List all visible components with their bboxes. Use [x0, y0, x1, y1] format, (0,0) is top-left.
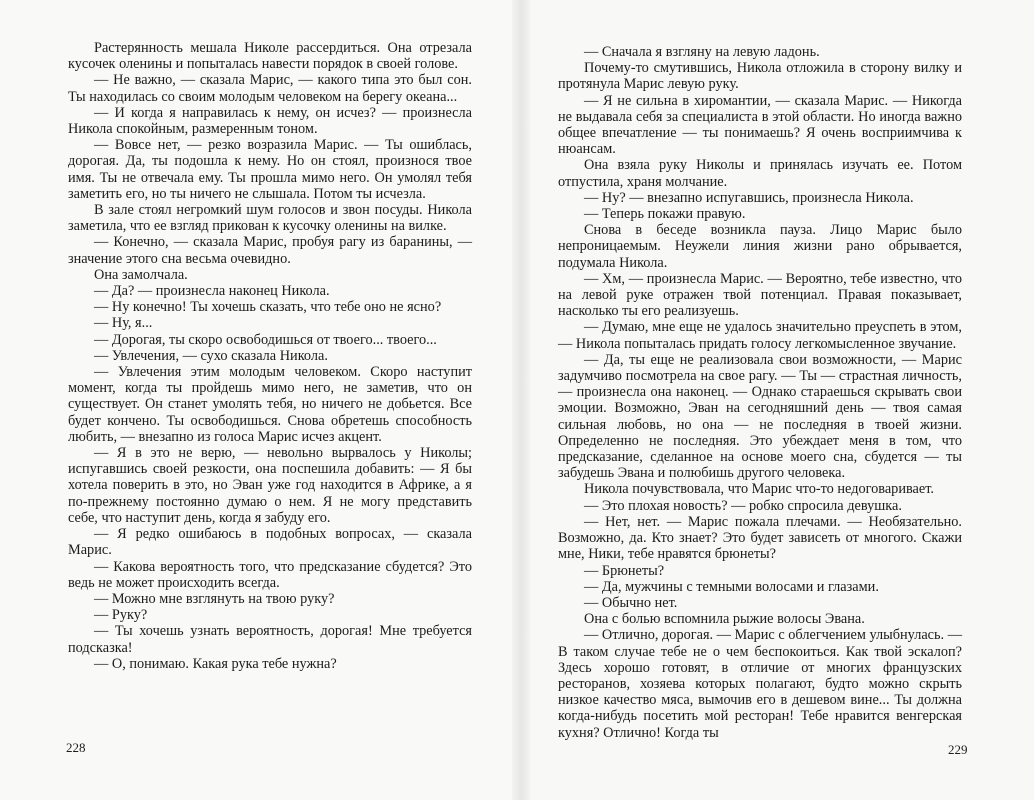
paragraph: — Ну? — внезапно испугавшись, произнесла Никола. — [584, 189, 914, 206]
book-gutter — [512, 0, 530, 800]
paragraph: В зале стоял негромкий шум голосов и звон посуды. Никола заметила, что ее взгляд прикован к кусочку оленины на вилке. — [68, 202, 472, 235]
right-page-text — [558, 44, 962, 741]
paragraph: — Отлично, дорогая. — Марис с облегчением улыбнулась. — В таком случае тебе не о чем беспокоиться. Как твой эскалоп? Здесь хорошо готовят, в отличие от многих французских ресторанов, хозяева которых полагают, будто можно скрыть низкое качество мяса, вымочив его в дешевом вине... Ты должна когда-нибудь посетить мой ресторан! Тебе нравится венгерская кухня? Отлично! Когда ты — [558, 627, 962, 741]
paragraph: — Брюнеты? — [584, 562, 665, 579]
paragraph: — Думаю, мне еще не удалось значительно преуспеть в этом, — Никола попыталась придать голосу легкомысленное звучание. — [558, 319, 962, 352]
left-page-text — [68, 40, 472, 672]
paragraph: — Я в это не верю, — невольно вырвалось у Николы; испугавшись своей резкости, она поспешила добавить: — Я бы хотела поверить в это, но Эван уже год находится в Африке, а я по-прежнему постоянно думаю о нем. Я не могу представить себе, что наступит день, когда я забуду его. — [68, 445, 472, 526]
paragraph: — Это плохая новость? — робко спросила девушка. — [584, 497, 902, 514]
paragraph: — Не важно, — сказала Марис, — какого типа это был сон. Ты находилась со своим молодым человеком на берегу океана... — [68, 72, 472, 105]
paragraph: — Я редко ошибаюсь в подобных вопросах, — сказала Марис. — [68, 526, 472, 559]
paragraph: — Я не сильна в хиромантии, — сказала Марис. — Никогда не выдавала себя за специалиста в этой области. Но иногда важно общее впечатление — ты понимаешь? Я очень восприимчива к нюансам. — [558, 92, 962, 158]
paragraph: — О, понимаю. Какая рука тебе нужна? — [94, 655, 337, 672]
paragraph: — Руку? — [94, 607, 148, 624]
paragraph: Никола почувствовала, что Марис что-то недоговаривает. — [584, 481, 934, 498]
paragraph: — Хм, — произнесла Марис. — Вероятно, тебе известно, что на левой руке отражен твой потенциал. Правая показывает, насколько ты его реализуешь. — [558, 270, 962, 320]
paragraph: Она замолчала. — [94, 266, 188, 283]
paragraph: — Можно мне взглянуть на твою руку? — [94, 590, 335, 607]
paragraph: — И когда я направилась к нему, он исчез? — произнесла Никола спокойным, размеренным тоном. — [68, 104, 472, 138]
paragraph: Она взяла руку Николы и принялась изучать ее. Потом отпустила, храня молчание. — [558, 157, 962, 190]
paragraph: — Ну, я... — [94, 315, 153, 332]
paragraph: — Да? — произнесла наконец Никола. — [94, 283, 330, 300]
page-number-left: 228 — [66, 740, 86, 755]
paragraph: — Дорогая, ты скоро освободишься от твоего... твоего... — [94, 331, 437, 348]
paragraph: — Ну конечно! Ты хочешь сказать, что тебе оно не ясно? — [94, 299, 442, 316]
paragraph: Растерянность мешала Николе рассердиться. Она отрезала кусочек оленины и попыталась навести порядок в своей голове. — [68, 40, 472, 73]
paragraph: — Какова вероятность того, что предсказание сбудется? Это ведь не может происходить всегда. — [68, 558, 472, 591]
paragraph: Почему-то смутившись, Никола отложила в сторону вилку и протянула Марис левую руку. — [558, 60, 962, 93]
paragraph: — Нет, нет. — Марис пожала плечами. — Необязательно. Возможно, да. Кто знает? Это будет зависеть от многого. Скажи мне, Ники, тебе нравятся брюнеты? — [558, 513, 962, 563]
paragraph: — Ты хочешь узнать вероятность, дорогая! Мне требуется подсказка! — [68, 623, 472, 656]
paragraph: — Увлечения, — сухо сказала Никола. — [94, 347, 328, 364]
paragraph: — Да, ты еще не реализовала свои возможности, — Марис задумчиво посмотрела на свое рагу. — Ты — страстная личность, — произнесла она наконец. — Однако стараешься скрывать свои эмоции. Возможно, Эван на сегодняшний день — твоя самая сильная любовь, но она — не последняя в твоей жизни. Определенно не последняя. Это убеждает меня в том, что предсказание, сделанное на основе моего сна, сбудется — ты забудешь Эвана и полюбишь другого человека. — [558, 351, 962, 482]
paragraph: Снова в беседе возникла пауза. Лицо Марис было непроницаемым. Неужели линия жизни рано обрывается, подумала Никола. — [558, 222, 962, 271]
paragraph: — Теперь покажи правую. — [584, 206, 746, 223]
paragraph: — Да, мужчины с темными волосами и глазами. — [584, 578, 879, 595]
paragraph: — Увлечения этим молодым человеком. Скоро наступит момент, когда ты пройдешь мимо него, не заметив, что он существует. Он станет умолять тебя, но ничего не добьется. Все будет кончено. Ты освободишься. Снова обретешь способность любить, — внезапно из голоса Марис исчез акцент. — [68, 364, 472, 445]
paragraph: — Конечно, — сказала Марис, пробуя рагу из баранины, — значение этого сна весьма очевидно. — [68, 234, 472, 267]
page-number-right: 229 — [948, 742, 968, 757]
paragraph: — Сначала я взгляну на левую ладонь. — [584, 44, 820, 60]
paragraph: — Обычно нет. — [584, 594, 678, 611]
paragraph: — Вовсе нет, — резко возразила Марис. — Ты ошиблась, дорогая. Да, ты подошла к нему. Но он стоял, произнося твое имя. Ты не отвечала ему. Ты прошла мимо него. Он умолял тебя заметить его, но ты ничего не слышала. Потом ты исчезла. — [68, 137, 472, 202]
paragraph: Она с болью вспомнила рыжие волосы Эвана. — [584, 611, 865, 628]
